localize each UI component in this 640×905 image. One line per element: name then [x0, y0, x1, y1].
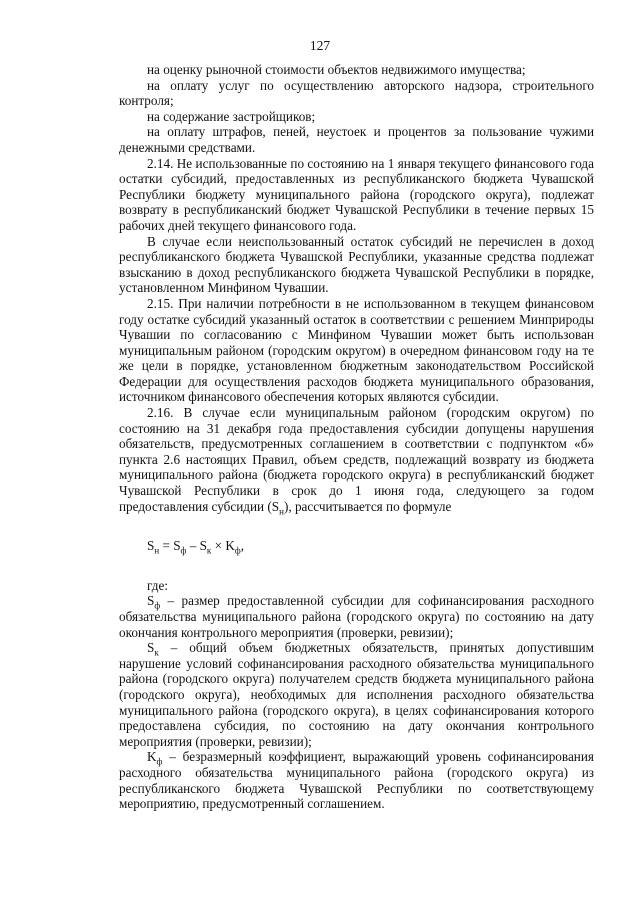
paragraph-2-16 [119, 405, 594, 517]
paragraph: на содержание застройщиков; [147, 108, 316, 124]
definition-symbol: K [147, 749, 157, 765]
body-text [119, 62, 594, 812]
definition-kf [119, 749, 594, 811]
formula-part: = S [159, 538, 181, 554]
definition-text: – размер предоставленной субсидии для софинансирования расходного обязательства муниципального района (городского округа) по состоянию на дату окончания контрольного мероприятия (проверки, ревизии); [119, 593, 594, 640]
definition-subscript: к [154, 647, 159, 658]
paragraph: В случае если неиспользованный остаток субсидий не перечислен в доход республиканского бюджета Чувашской Республики, указанные средства подлежат взысканию в доход республиканского бюджета Чувашской Республики в порядке, установленном Минфином Чувашии. [119, 233, 594, 296]
formula-part: – S [186, 538, 207, 554]
formula-subscript: н [154, 545, 160, 556]
definition-symbol: S [147, 593, 155, 609]
paragraph-2-14: 2.14. Не использованные по состоянию на 1 января текущего финансового года остатки субсидий, предоставленных из республиканского бюджета Чувашской Республики бюджету муниципального района (городского округа), подлежат возврату в республиканский бюджет Чувашской Республики в течение первых 15 рабочих дней текущего финансового года. [119, 155, 594, 233]
formula-part: , [240, 538, 244, 554]
paragraph-2-16-tail: ), рассчитывается по формуле [283, 498, 452, 514]
subscript: н [279, 506, 284, 517]
formula-part: × K [211, 538, 235, 554]
definition-subscript: ф [156, 756, 163, 767]
paragraph: на оценку рыночной стоимости объектов недвижимого имущества; [147, 62, 526, 77]
definition-sk [119, 640, 594, 749]
paragraph-2-16-text: 2.16. В случае если муниципальным районом (городским округом) по состоянию на 31 декабря года предоставления субсидии допущены нарушения обязательств, предусмотренных соглашением в соответствии с подпунктом «б» пункта 2.6 настоящих Правил, объем средств, подлежащий возврату из бюджета муниципального района (бюджета городского округа) в республиканский бюджет Чувашской Республики в срок до 1 июня года, следующего за годом предоставления субсидии (S [119, 405, 594, 514]
page-number: 127 [309, 38, 331, 53]
definition-text: – общий объем бюджетных обязательств, принятых допустившим нарушение условий софинансирования расходного обязательства муниципального района (городского округа) получателем средств бюджета муниципального района (городского округа), необходимых для исполнения расходного обязательства муниципального района (городского округа), в целях софинансирования которого предоставлена субсидия, по состоянию на дату окончания контрольного мероприятия (проверки, ревизии); [119, 640, 594, 749]
definition-sf [119, 593, 594, 640]
paragraph-2-15: 2.15. При наличии потребности в не использованном в текущем финансовом году остатке субсидий указанный остаток в соответствии с решением Минприроды Чувашии по согласованию с Минфином Чувашии может быть использован муниципальным районом (городским округом) в очередном финансовом году на те же цели в порядке, установленном бюджетным законодательством Российской Федерации для осуществления расходов бюджета муниципального образования, источником финансового обеспечения которых являются субсидии. [119, 295, 594, 405]
paragraph: на оплату штрафов, пеней, неустоек и процентов за пользование чужими денежными средствами. [119, 124, 594, 155]
definition-subscript: ф [154, 601, 161, 612]
formula-subscript: ф [234, 545, 241, 556]
where-label: где: [147, 577, 168, 593]
formula-subscript: ф [180, 545, 187, 556]
formula-subscript: к [206, 545, 212, 556]
paragraph: на оплату услуг по осуществлению авторского надзора, строительного контроля; [119, 77, 594, 109]
definition-text: – безразмерный коэффициент, выражающий уровень софинансирования расходного обязательства муниципального района (городского округа) из республиканского бюджета Чувашской Республики по соответствующему мероприятию, предусмотренный соглашением. [119, 749, 594, 812]
formula [119, 538, 594, 554]
definition-symbol: S [147, 640, 155, 656]
formula-part: S [147, 538, 155, 554]
